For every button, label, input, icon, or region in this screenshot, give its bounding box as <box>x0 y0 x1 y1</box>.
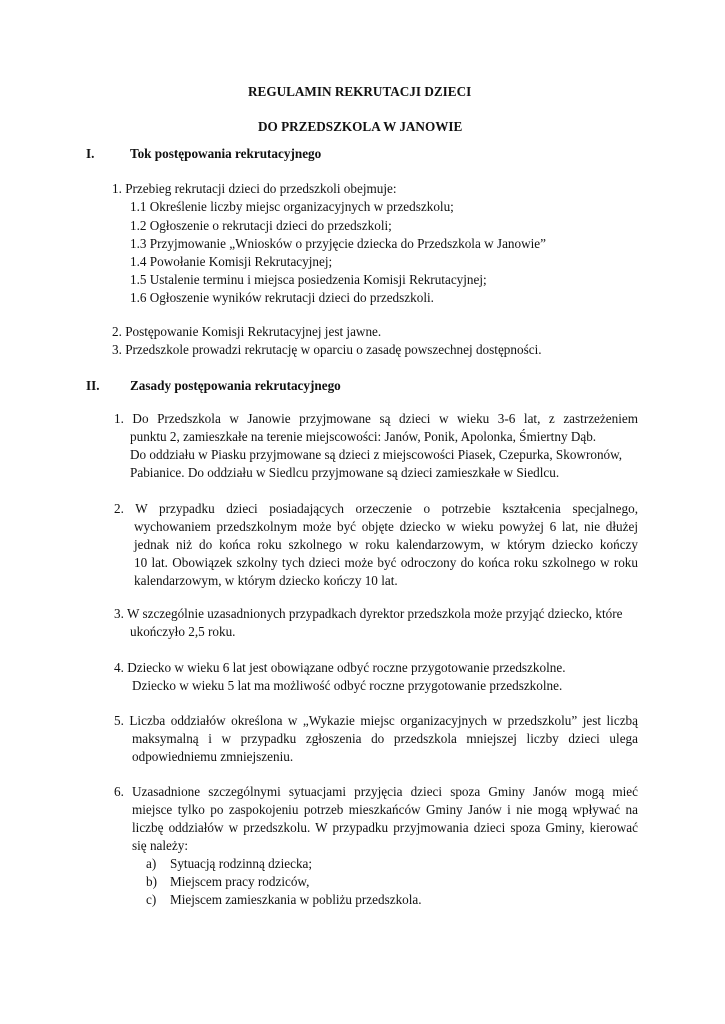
sec1-subitem: 1.6 Ogłoszenie wyników rekrutacji dzieci do przedszkoli. <box>130 290 434 305</box>
sec1-subitem: 1.4 Powołanie Komisji Rekrutacyjnej; <box>130 254 333 269</box>
sec2-p1-line: Pabianice. Do oddziału w Siedlcu przyjmowane są dzieci zamieszkałe w Siedlcu. <box>130 465 560 480</box>
sec1-item-3: 3. Przedszkole prowadzi rekrutację w oparciu o zasadę powszechnej dostępności. <box>112 342 542 357</box>
sec1-subitem: 1.5 Ustalenie terminu i miejsca posiedzenia Komisji Rekrutacyjnej; <box>130 272 487 287</box>
sec2-p2-line: kalendarzowym, w którym dziecko kończy 10 lat. <box>134 573 398 588</box>
sec2-p2-line: 2. W przypadku dzieci posiadających orzeczenie o potrzebie kształcenia specjalnego, <box>114 501 638 516</box>
section-1-heading: Tok postępowania rekrutacyjnego <box>130 146 322 161</box>
section-1-number: I. <box>86 146 95 161</box>
sec1-subitem: 1.1 Określenie liczby miejsc organizacyjnych w przedszkolu; <box>130 199 454 214</box>
sec2-p5-line: odpowiedniemu zmniejszeniu. <box>132 749 294 764</box>
list-item-c: Miejscem zamieszkania w pobliżu przedszkola. <box>170 892 422 907</box>
sec1-item-1: 1. Przebieg rekrutacji dzieci do przedszkoli obejmuje: <box>112 181 397 196</box>
sec2-p2-line: wychowaniem przedszkolnym może być objęte dziecko w wieku powyżej 6 lat, nie dłużej <box>134 519 638 534</box>
doc-title-line2: DO PRZEDSZKOLA W JANOWIE <box>258 119 463 134</box>
list-marker-c: c) <box>146 892 157 907</box>
section-2-heading: Zasady postępowania rekrutacyjnego <box>130 378 341 393</box>
sec2-p1-line: Do oddziału w Piasku przyjmowane są dzieci z miejscowości Piasek, Czepurka, Skowronów, <box>130 447 623 462</box>
section-2-number: II. <box>86 378 100 393</box>
sec2-p4-line: Dziecko w wieku 5 lat ma możliwość odbyć roczne przygotowanie przedszkolne. <box>132 678 563 693</box>
sec2-p3-line: ukończyło 2,5 roku. <box>130 624 236 639</box>
sec2-p4-line: 4. Dziecko w wieku 6 lat jest obowiązane odbyć roczne przygotowanie przedszkolne. <box>114 660 566 675</box>
sec2-p6-line: miejsce tylko po zaspokojeniu potrzeb mieszkańców Gminy Janów i nie mogą wpływać na <box>132 802 638 817</box>
list-item-a: Sytuacją rodzinną dziecka; <box>170 856 313 871</box>
sec2-p2-line: 10 lat. Obowiązek szkolny tych dzieci może być odroczony do końca roku szkolnego w roku <box>134 555 638 570</box>
sec2-p3-line: 3. W szczególnie uzasadnionych przypadkach dyrektor przedszkola może przyjąć dziecko, które <box>114 606 623 621</box>
doc-title-line1: REGULAMIN REKRUTACJI DZIECI <box>248 84 472 99</box>
list-marker-b: b) <box>146 874 157 889</box>
list-item-b: Miejscem pracy rodziców, <box>170 874 310 889</box>
sec2-p6-line: 6. Uzasadnione szczególnymi sytuacjami przyjęcia dzieci spoza Gminy Janów mogą mieć <box>114 784 638 799</box>
sec2-p6-line: liczbę oddziałów w przedszkolu. W przypadku przyjmowania dzieci spoza Gminy, kierować <box>132 820 638 835</box>
sec2-p2-line: jednak niż do końca roku szkolnego w roku kalendarzowym, w którym dziecko kończy <box>134 537 638 552</box>
sec1-item-2: 2. Postępowanie Komisji Rekrutacyjnej jest jawne. <box>112 324 382 339</box>
sec1-subitem: 1.2 Ogłoszenie o rekrutacji dzieci do przedszkoli; <box>130 218 392 233</box>
list-marker-a: a) <box>146 856 157 871</box>
sec2-p1-line: punktu 2, zamieszkałe na terenie miejscowości: Janów, Ponik, Apolonka, Śmiertny Dąb. <box>130 429 597 444</box>
sec2-p1-line: 1. Do Przedszkola w Janowie przyjmowane są dzieci w wieku 3-6 lat, z zastrzeżeniem <box>114 411 638 426</box>
sec2-p5-line: 5. Liczba oddziałów określona w „Wykazie miejsc organizacyjnych w przedszkolu” jest liczbą <box>114 713 638 728</box>
sec1-subitem: 1.3 Przyjmowanie „Wniosków o przyjęcie dziecka do Przedszkola w Janowie” <box>130 236 546 251</box>
sec2-p6-line: się należy: <box>132 838 189 853</box>
sec2-p5-line: maksymalną i w przypadku zgłoszenia do przedszkola mniejszej liczby dzieci ulega <box>132 731 638 746</box>
